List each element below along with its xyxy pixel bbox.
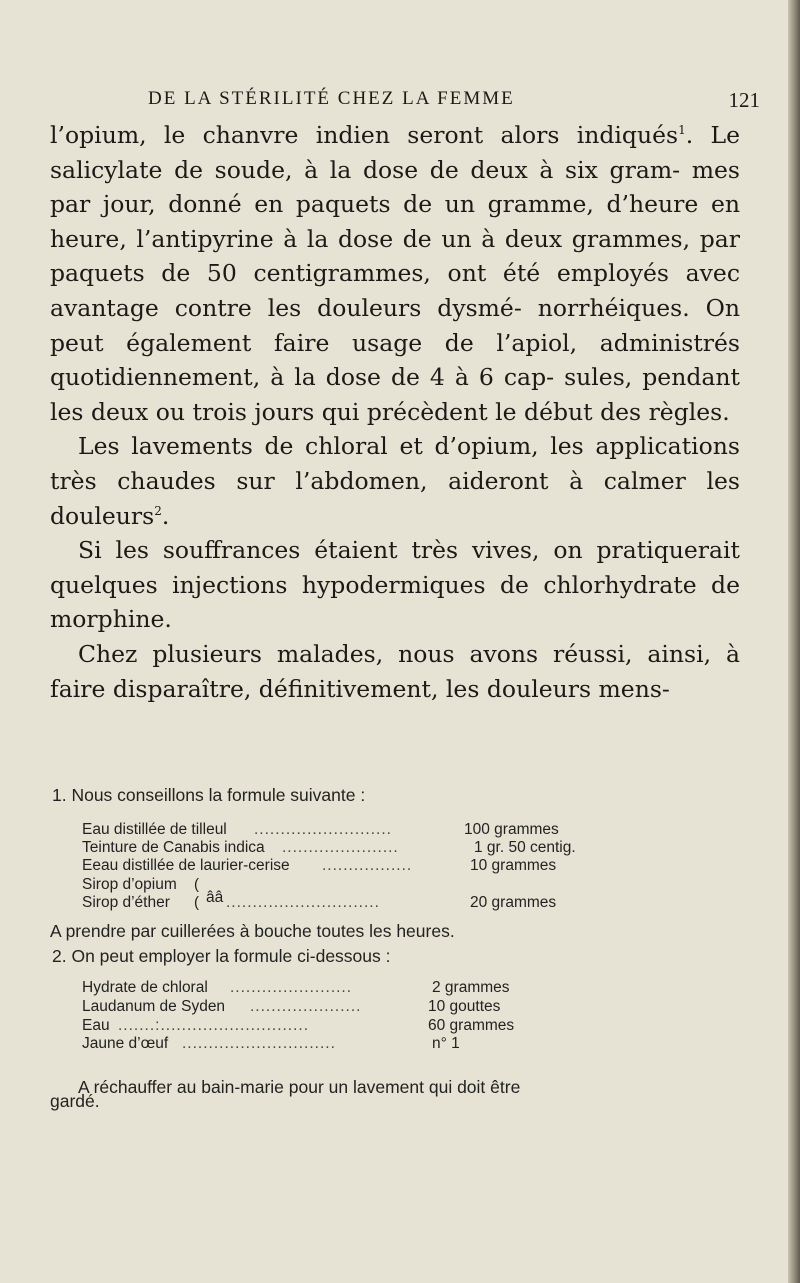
p2-line: douleurs <box>50 501 155 530</box>
leader-dots: .......:............................ <box>118 1017 310 1034</box>
leader-dots: ...................... <box>282 839 399 856</box>
page-number: 121 <box>728 88 760 112</box>
quantity: n° 1 <box>432 1035 460 1052</box>
paragraph-1: l’opium, le chanvre indien seront alors indiqués$^1$. Le salicylate de soude, à la dose de deux à six gram- mes par jour, donné en paquets de un gramme, d’heure en heure, l’antipyrine à la dose de un à deux grammes, par paquets de 50 centigrammes, ont été employés avec avantage contre les douleurs dysmé- norrhéiques. On peut également faire usage de l’apiol, administrés quotidiennement, à la dose de 4 à 6 cap- sules, pendant les deux ou trois jours qui précèdent le début des règles. <box>50 121 740 426</box>
p2-line: très chaudes sur l’abdomen, aideront à calmer les <box>50 466 740 495</box>
p2-line: Les lavements de chloral et d’opium, les applications <box>78 432 740 461</box>
quantity: 100 grammes <box>464 821 559 838</box>
ingredient: Eau <box>82 1017 110 1034</box>
leader-dots: ............................. <box>226 894 380 911</box>
footnote-ref-1: 1 <box>678 123 686 138</box>
p1-line: grammes, par paquets de 50 centigrammes, ont été <box>50 224 740 288</box>
p3-line: de morphine. <box>50 570 740 634</box>
ingredient: Teinture de Canabis indica <box>82 839 265 856</box>
ingredient: Eeau distillée de laurier-cerise <box>82 857 290 874</box>
quantity: 20 grammes <box>470 894 557 911</box>
p3-line: quelques injections hypodermiques de chlorhydrate <box>50 570 697 599</box>
main-text <box>50 118 740 706</box>
quantity: 2 grammes <box>432 979 510 996</box>
ingredient: Eau distillée de tilleul <box>82 821 227 838</box>
quantity: 1 gr. 50 centig. <box>474 839 576 856</box>
page-edge <box>788 0 800 1283</box>
p1-line: l’opium, le chanvre indien seront alors indiqués <box>50 121 679 149</box>
p1-line: employés avec avantage contre les douleurs dysmé- <box>50 259 740 322</box>
ingredient: Hydrate de chloral <box>82 979 208 996</box>
footnote-2-instruction-end: gardé. <box>50 1091 100 1111</box>
p4-line: faire disparaître, définitivement, les douleurs mens- <box>50 674 670 703</box>
ingredient: Sirop d’éther <box>82 894 170 911</box>
p1-line: norrhéiques. On peut également faire usage de l’apiol, <box>50 293 740 357</box>
p1-line: le début des règles. <box>495 397 730 426</box>
running-title: DE LA STÉRILITÉ CHEZ LA FEMME <box>148 88 515 109</box>
footnote-2-intro: 2. On peut employer la formule ci-dessous : <box>52 946 391 966</box>
ingredient: Laudanum de Syden <box>82 998 226 1015</box>
leader-dots: .......................... <box>254 821 392 838</box>
paragraph-2: Les lavements de chloral et d’opium, les applications très chaudes sur l’abdomen, aideront à calmer les douleurs$^2$. <box>50 432 740 530</box>
footnote-2-instruction: A réchauffer au bain-marie pour un lavement qui doit être <box>78 1077 521 1097</box>
running-head <box>0 88 788 116</box>
p4-line: Chez plusieurs malades, nous avons réussi, ainsi, à <box>78 639 740 668</box>
brace: ( <box>194 876 199 893</box>
p1-line: Le salicylate de soude, à la dose de deux à six gram- <box>50 121 740 184</box>
leader-dots: ....................... <box>230 979 353 996</box>
p3-line: Si les souffrances étaient très vives, on pratiquerait <box>78 536 740 565</box>
p1-line: d’heure en heure, l’antipyrine à la dose de un à deux <box>50 190 740 253</box>
aa-marker: ââ <box>206 889 224 906</box>
p1-line: sules, pendant les deux ou trois jours qui précèdent <box>50 363 740 426</box>
ingredient: Sirop d’opium <box>82 876 177 893</box>
p1-line: administrés quotidiennement, à la dose de 4 à 6 cap- <box>50 328 740 392</box>
footnote-ref-2: 2 <box>154 503 162 518</box>
p1-line: mes par jour, donné en paquets de un gramme, <box>50 155 740 219</box>
formula-2 <box>82 979 682 1069</box>
quantity: 10 grammes <box>470 857 557 874</box>
leader-dots: ..................... <box>250 998 362 1015</box>
ingredient: Jaune d’œuf <box>82 1035 169 1052</box>
quantity: 10 gouttes <box>428 998 501 1015</box>
quantity: 60 grammes <box>428 1017 515 1034</box>
leader-dots: ............................. <box>182 1035 336 1052</box>
paragraph-4 <box>50 637 740 706</box>
footnote-1-instruction: A prendre par cuillerées à bouche toutes les heures. <box>50 921 455 941</box>
leader-dots: ................. <box>322 857 413 874</box>
footnote-1-intro: 1. Nous conseillons la formule suivante : <box>52 785 366 805</box>
paragraph-3 <box>50 533 740 637</box>
brace: ( <box>194 894 199 911</box>
